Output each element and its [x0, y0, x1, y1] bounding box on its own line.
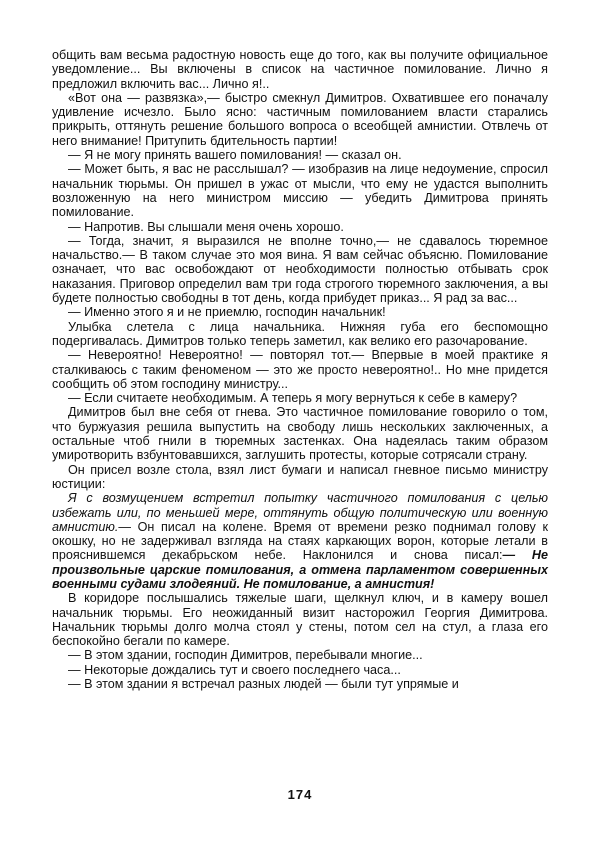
paragraph-11: Димитров был вне себя от гнева. Это частичное помилование говорило о том, что буржуазия решила выпустить на свободу лишь нескольких заключенных, а остальные чтоб гнили в тюремных застенках. Она надеялась таким образом умиротворить взбунтовавшихся, заглушить протесты, которые сотрясали страну. [52, 405, 548, 463]
paragraph-2: «Вот она — развязка»,— быстро смекнул Димитров. Охватившее его поначалу удивление исчезло. Было ясно: частичным помилованием власти старались прикрыть, оттянуть решение большого вопроса о всеобщей амнистии. Отвлечь от него внимание! Притупить бдительность партии! [52, 90, 548, 148]
letter-paragraph [52, 491, 548, 591]
paragraph-7: — Именно этого я и не приемлю, господин начальник! [68, 305, 386, 320]
paragraph-13: В коридоре послышались тяжелые шаги, щелкнул ключ, и в камеру вошел начальник тюрьмы. Его неожиданный визит насторожил Георгия Димитрова. Начальник тюрьмы долго молча стоял у стены, потом сел на стул, а глаза его беспокойно бегали по камере. [52, 591, 548, 649]
paragraph-16: — В этом здании я встречал разных людей — были тут упрямые и [68, 677, 459, 692]
page-body [52, 48, 548, 691]
paragraph-12: Он присел возле стола, взял лист бумаги и написал гневное письмо министру юстиции: [52, 462, 548, 491]
paragraph-10: — Если считаете необходимым. А теперь я могу вернуться к себе в камеру? [68, 391, 518, 406]
paragraph-5: — Напротив. Вы слышали меня очень хорошо. [68, 219, 344, 234]
paragraph-15: — Некоторые дождались тут и своего последнего часа... [68, 662, 401, 677]
paragraph-9: — Невероятно! Невероятно! — повторял тот.— Впервые в моей практике я сталкиваюсь с таким феноменом — это же просто невероятно!.. Но мне придется сообщить об этом господину министру... [52, 348, 548, 391]
paragraph-14: — В этом здании, господин Димитров, перебывали многие... [68, 648, 423, 663]
paragraph-8: Улыбка слетела с лица начальника. Нижняя губа его беспомощно подергивалась. Димитров только теперь заметил, как велико его разочарование. [52, 319, 548, 348]
letter-quote: Я с возмущением встретил попытку частичного помилования с целью избежать или, по меньшей мере, оттянуть общую политическую или военную амнистию. [52, 491, 548, 534]
paragraph-3: — Я не могу принять вашего помилования! — сказал он. [68, 148, 402, 163]
paragraph-4: — Может быть, я вас не расслышал? — изобразив на лице недоумение, спросил начальник тюрьмы. Он пришел в ужас от мысли, что ему не удастся выполнить возложенную на него министром миссию — убедить Димитрова принять помилование. [52, 162, 548, 220]
paragraph-1: общить вам весьма радостную новость еще до того, как вы получите официальное уведомление... Вы включены в список на частичное помилование. Лично я предложил включить вас... Лично я!.. [52, 48, 548, 91]
letter-demand: — Не произвольные царские помилования, а отмена парламентом совершенных военными судами злодеяний. Не помилование, а амнистия! [52, 548, 548, 591]
paragraph-6: — Тогда, значит, я выразился не вполне точно,— не сдавалось тюремное начальство.— В таком случае это моя вина. Я вам сейчас объясню. Помилование означает, что вас освобождают от необходимости полностью отбывать срок наказания. Приговор определил вам три года строгого тюремного заключения, а вы будете полностью свободны в тот день, когда прибудет приказ... Я рад за вас... [52, 233, 548, 306]
letter-narration: — Он писал на колене. Время от времени резко поднимал голову к окошку, но не задерживал взгляда на стаях каркающих ворон, которые летали в прояснившемся декабрьском небе. Наклонился и снова писал: [52, 519, 548, 563]
page-number: 174 [287, 787, 313, 802]
